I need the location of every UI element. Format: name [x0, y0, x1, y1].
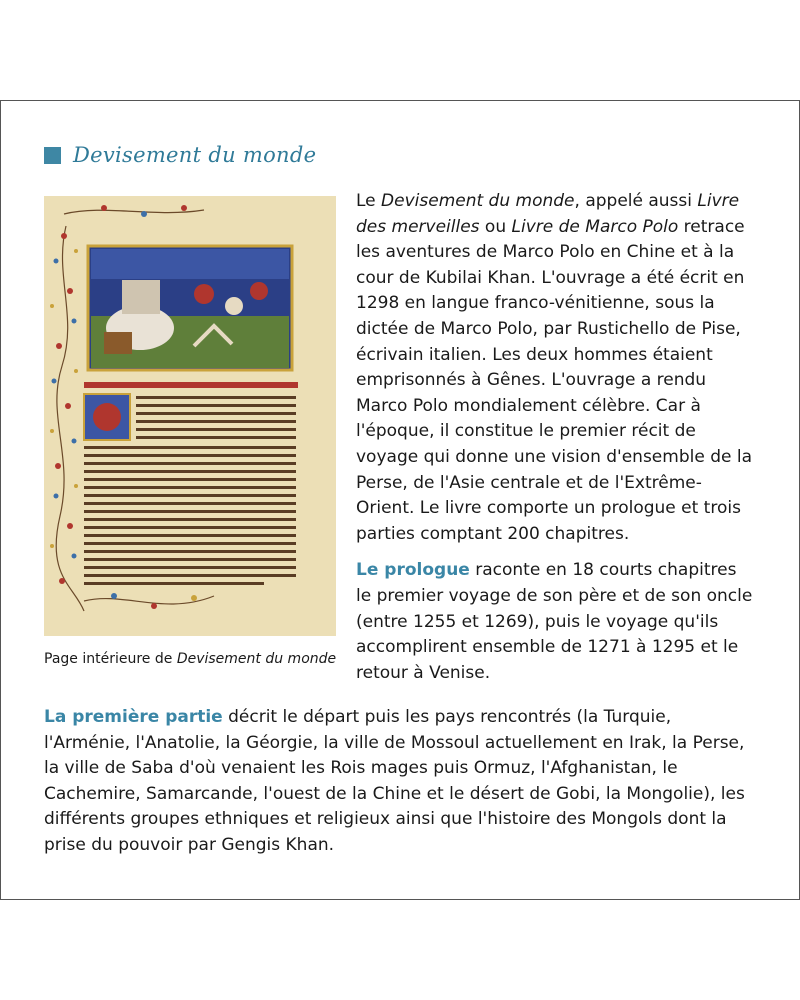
manuscript-image: [44, 196, 336, 636]
prologue-label: Le prologue: [356, 560, 470, 581]
intro-text-2: , appelé aussi: [574, 191, 698, 211]
manuscript-illustration-icon: [44, 196, 336, 636]
caption-title: Devisement du monde: [176, 651, 337, 667]
right-column: [356, 189, 756, 686]
prologue-paragraph: [356, 558, 756, 686]
part1-text: décrit le départ puis les pays rencontrés (la Turquie, l'Arménie, l'Anatolie, la Géorgie, la ville de Mossoul actuellement en Irak, la Perse, la ville de Saba d'où venaient les Rois mages puis Ormuz, l'Afghanistan, le Cachemire, Samarcande, l'ouest de la Chine et le désert de Gobi, la Mongolie), les différents groupes ethniques et religieux ainsi que l'histoire des Mongols dont la prise du pouvoir par Gengis Khan.: [44, 707, 745, 855]
section-title: Devisement du monde: [73, 143, 317, 167]
section-marker-icon: [44, 147, 61, 164]
intro-title-1: Devisement du monde: [381, 191, 575, 211]
part1-paragraph: [44, 705, 756, 859]
intro-text-3: ou: [479, 216, 512, 237]
part1-label: La première partie: [44, 707, 223, 727]
caption-prefix: Page intérieure de: [44, 651, 177, 667]
intro-title-2: Livre des merveilles: [356, 191, 740, 237]
prologue-text: raconte en 18 courts chapitres le premier voyage de son père et de son oncle (entre 1255 et 1269), puis le voyage qu'ils accomplirent ensemble de 1271 à 1295 et le retour à Venise.: [356, 560, 753, 683]
intro-paragraph: [356, 189, 756, 547]
section-heading: [44, 143, 316, 167]
figure-caption: [44, 651, 336, 667]
intro-title-3: Livre de Marco Polo: [511, 216, 679, 237]
intro-text-1: Le: [356, 191, 382, 211]
intro-text-4: retrace les aventures de Marco Polo en Chine et à la cour de Kubilai Khan. L'ouvrage a été écrit en 1298 en langue franco-vénitienne, sous la dictée de Marco Polo, par Rustichello de Pise, écrivain italien. Les deux hommes étaient emprisonnés à Gênes. L'ouvrage a rendu Marco Polo mondialement célèbre. Car à l'époque, il constitue le premier récit de voyage qui donne une vision d'ensemble de la Perse, de l'Asie centrale et de l'Extrême-Orient. Le livre comporte un prologue et trois parties comptant 200 chapitres.: [356, 216, 752, 544]
